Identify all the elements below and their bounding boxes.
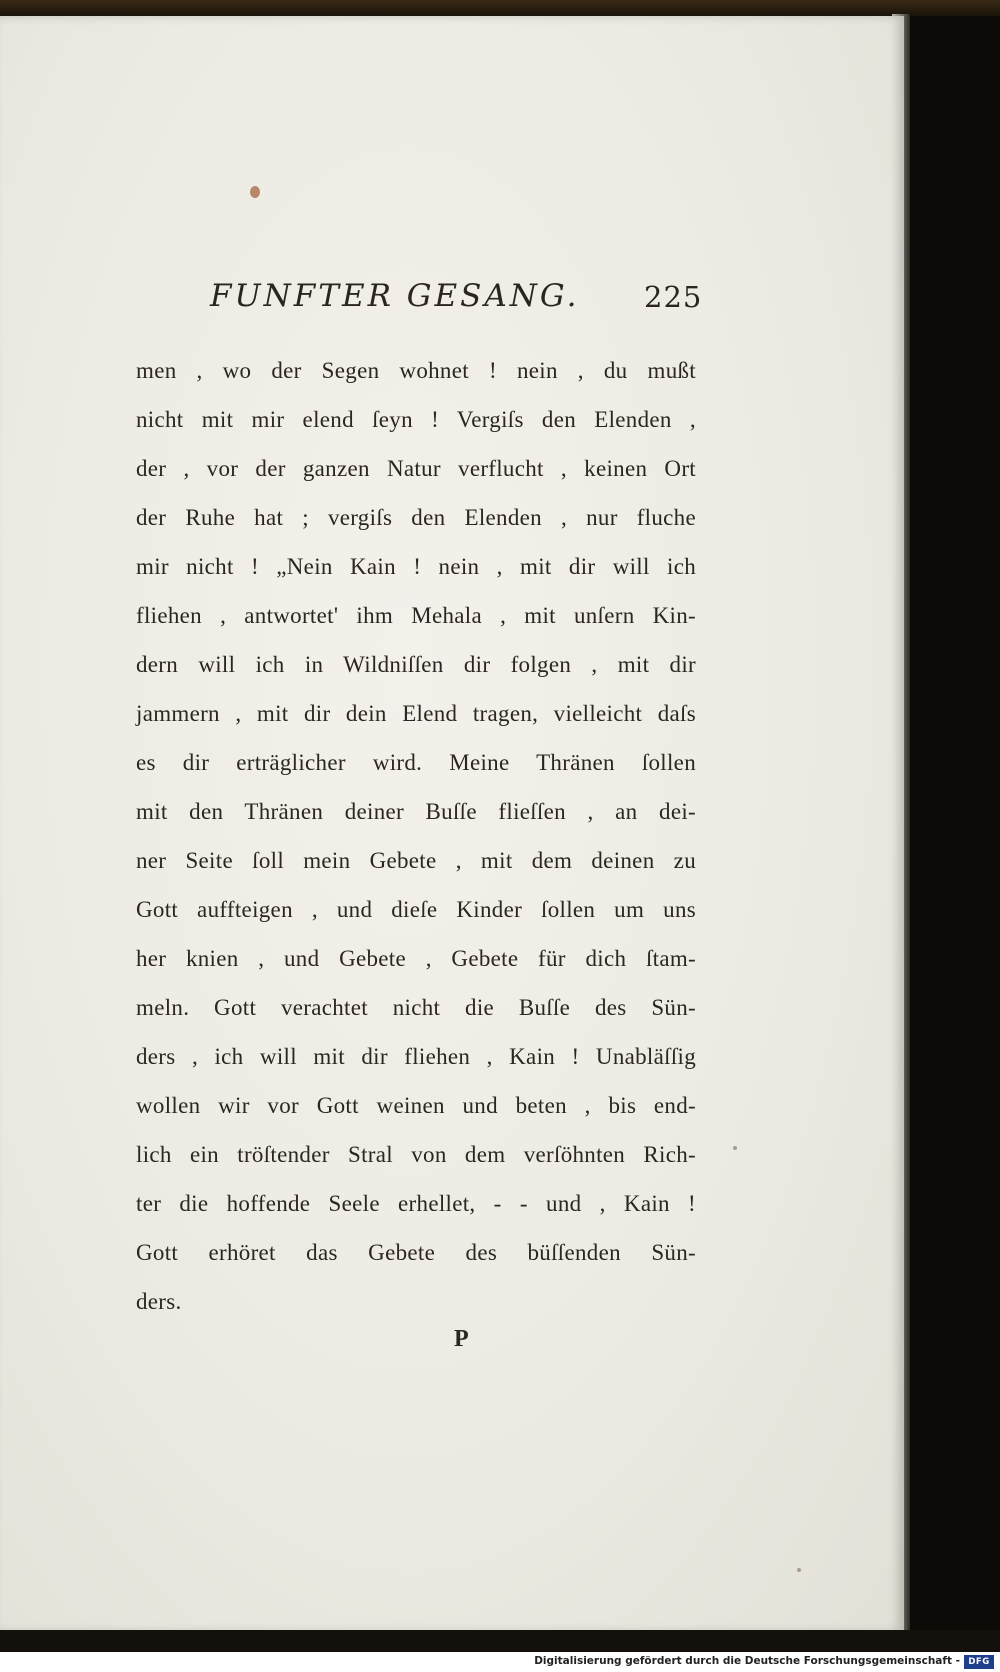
text-line: lich ein tröſtender Stral von dem verſöhnten Rich- <box>136 1142 696 1167</box>
footer-credit-bar <box>0 1652 1000 1672</box>
running-head <box>0 278 904 318</box>
text-line: mir nicht ! „Nein Kain ! nein , mit dir will ich <box>136 554 696 579</box>
funding-credit: Digitalisierung gefördert durch die Deutsche Forschungsgemeinschaft - <box>534 1655 960 1667</box>
text-line: ders , ich will mit dir fliehen , Kain ! Unabläſſig <box>136 1044 696 1069</box>
paper-spot <box>733 1146 737 1150</box>
text-line: her knien , und Gebete , Gebete für dich ſtam- <box>136 946 696 971</box>
signature-mark: P <box>454 1326 469 1352</box>
book-page <box>0 16 904 1632</box>
text-line: wollen wir vor Gott weinen und beten , bis end- <box>136 1093 696 1118</box>
text-line: es dir erträglicher wird. Meine Thränen ſollen <box>136 750 696 775</box>
text-line: der , vor der ganzen Natur verflucht , keinen Ort <box>136 456 696 481</box>
text-line: dern will ich in Wildniſſen dir folgen , mit dir <box>136 652 696 677</box>
book-board-top-edge <box>0 0 1000 16</box>
text-line: men , wo der Segen wohnet ! nein , du mußt <box>136 358 696 383</box>
paper-spot <box>797 1568 801 1572</box>
text-line: nicht mit mir elend ſeyn ! Vergiſs den Elenden , <box>136 407 696 432</box>
text-line: Gott erhöret das Gebete des büſſenden Sün- <box>136 1240 696 1265</box>
text-line: Gott auffteigen , und dieſe Kinder ſollen um uns <box>136 897 696 922</box>
text-line: ders. <box>136 1289 182 1314</box>
running-title: FUNFTER GESANG. <box>210 278 580 314</box>
text-line: mit den Thränen deiner Buſſe flieſſen , an dei- <box>136 799 696 824</box>
text-line: ner Seite ſoll mein Gebete , mit dem deinen zu <box>136 848 696 873</box>
ink-speck <box>250 186 260 198</box>
text-line: meln. Gott verachtet nicht die Buſſe des Sün- <box>136 995 696 1020</box>
book-board-bottom-edge <box>0 1630 1000 1652</box>
text-line: der Ruhe hat ; vergiſs den Elenden , nur fluche <box>136 505 696 530</box>
body-text <box>136 346 696 1326</box>
text-line: jammern , mit dir dein Elend tragen, vielleicht daſs <box>136 701 696 726</box>
text-line: fliehen , antwortet' ihm Mehala , mit unſern Kin- <box>136 603 696 628</box>
dfg-logo-icon: DFG <box>964 1655 994 1669</box>
text-line: ter die hoffende Seele erhellet, - - und , Kain ! <box>136 1191 696 1216</box>
page-number: 225 <box>644 280 703 314</box>
